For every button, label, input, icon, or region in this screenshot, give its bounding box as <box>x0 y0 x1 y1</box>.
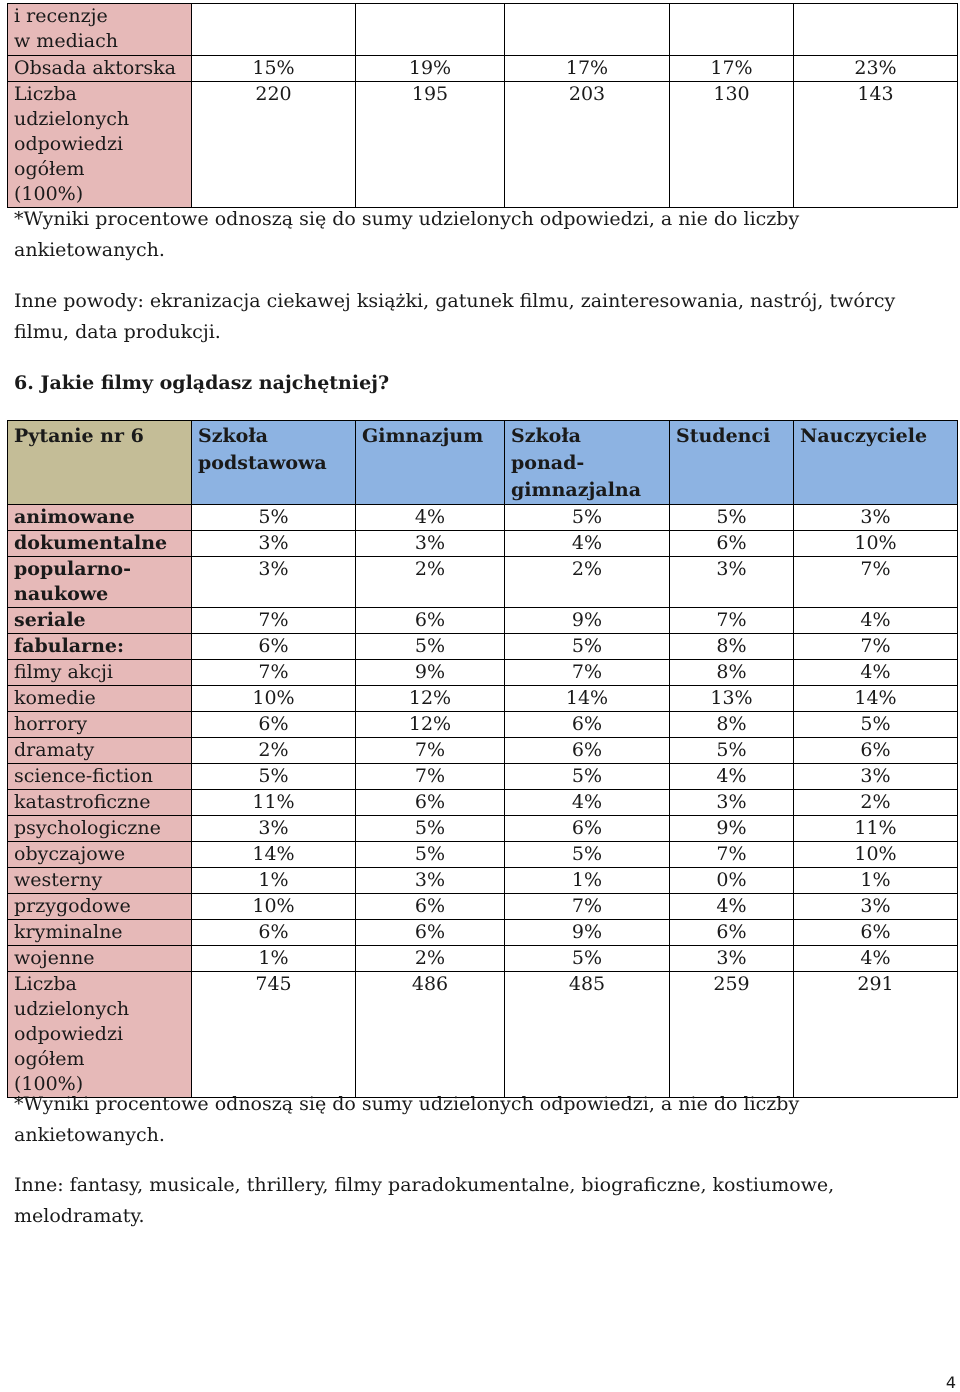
value-cell: 7% <box>505 660 670 686</box>
value-cell: 14% <box>794 686 958 712</box>
value-cell: 1% <box>192 946 356 972</box>
value-cell: 6% <box>192 634 356 660</box>
table-row <box>8 531 958 557</box>
table-row <box>8 686 958 712</box>
value-cell: 8% <box>670 712 794 738</box>
value-cell: 7% <box>356 738 505 764</box>
value-cell: 4% <box>670 894 794 920</box>
row-label: Liczba udzielonych odpowiedzi ogółem (100%) <box>8 972 192 1098</box>
value-cell: 11% <box>794 816 958 842</box>
value-cell: 5% <box>505 505 670 531</box>
table-row <box>8 972 958 1098</box>
value-cell: 13% <box>670 686 794 712</box>
value-cell: 17% <box>505 56 670 82</box>
value-cell: 4% <box>670 764 794 790</box>
value-cell: 5% <box>192 764 356 790</box>
value-cell: 5% <box>794 712 958 738</box>
table-row <box>8 608 958 634</box>
value-cell: 4% <box>505 531 670 557</box>
value-cell: 7% <box>794 557 958 608</box>
value-cell: 5% <box>670 505 794 531</box>
value-cell: 5% <box>192 505 356 531</box>
column-header: Szkoła podstawowa <box>192 421 356 505</box>
value-cell: 4% <box>356 505 505 531</box>
value-cell: 9% <box>505 608 670 634</box>
value-cell: 14% <box>505 686 670 712</box>
top-table <box>7 3 958 208</box>
footnote-1: *Wyniki procentowe odnoszą się do sumy udzielonych odpowiedzi, a nie do liczby ankietowanych. <box>14 208 800 261</box>
value-cell: 23% <box>794 56 958 82</box>
table-row <box>8 894 958 920</box>
value-cell: 6% <box>670 920 794 946</box>
row-label: dramaty <box>8 738 192 764</box>
value-cell: 6% <box>505 816 670 842</box>
value-cell: 485 <box>505 972 670 1098</box>
value-cell: 3% <box>794 505 958 531</box>
value-cell: 5% <box>505 764 670 790</box>
table-row <box>8 557 958 608</box>
value-cell: 9% <box>670 816 794 842</box>
value-cell: 195 <box>356 82 505 208</box>
value-cell: 7% <box>505 894 670 920</box>
table-row <box>8 816 958 842</box>
value-cell: 130 <box>670 82 794 208</box>
value-cell: 5% <box>356 634 505 660</box>
value-cell: 3% <box>794 894 958 920</box>
table-row <box>8 4 958 56</box>
value-cell: 3% <box>192 531 356 557</box>
value-cell: 291 <box>794 972 958 1098</box>
value-cell: 3% <box>192 557 356 608</box>
other-genres-note: Inne: fantasy, musicale, thrillery, filmy paradokumentalne, biograficzne, kostiumowe, melodramaty. <box>14 1174 835 1227</box>
row-label: animowane <box>8 505 192 531</box>
table-row <box>8 738 958 764</box>
value-cell: 745 <box>192 972 356 1098</box>
row-label: fabularne: <box>8 634 192 660</box>
column-header: Nauczyciele <box>794 421 958 505</box>
value-cell: 12% <box>356 712 505 738</box>
row-label: popularno- naukowe <box>8 557 192 608</box>
value-cell: 14% <box>192 842 356 868</box>
value-cell: 7% <box>670 608 794 634</box>
table-row <box>8 790 958 816</box>
value-cell: 5% <box>505 634 670 660</box>
value-cell: 3% <box>356 868 505 894</box>
page-number: 4 <box>945 1373 956 1392</box>
value-cell: 203 <box>505 82 670 208</box>
column-header: Szkoła ponad- gimnazjalna <box>505 421 670 505</box>
row-label: psychologiczne <box>8 816 192 842</box>
value-cell: 3% <box>192 816 356 842</box>
value-cell: 2% <box>356 557 505 608</box>
value-cell: 6% <box>356 608 505 634</box>
table-row <box>8 712 958 738</box>
value-cell: 10% <box>192 894 356 920</box>
value-cell: 3% <box>356 531 505 557</box>
row-label: kryminalne <box>8 920 192 946</box>
value-cell: 7% <box>670 842 794 868</box>
value-cell: 486 <box>356 972 505 1098</box>
value-cell: 0% <box>670 868 794 894</box>
value-cell: 5% <box>356 816 505 842</box>
value-cell: 2% <box>505 557 670 608</box>
value-cell: 2% <box>794 790 958 816</box>
row-label: katastroficzne <box>8 790 192 816</box>
genres-table <box>7 420 958 1098</box>
column-header: Gimnazjum <box>356 421 505 505</box>
value-cell: 1% <box>794 868 958 894</box>
value-cell: 6% <box>356 920 505 946</box>
table-row <box>8 868 958 894</box>
table-row <box>8 505 958 531</box>
value-cell: 7% <box>356 764 505 790</box>
value-cell: 9% <box>356 660 505 686</box>
value-cell: 12% <box>356 686 505 712</box>
row-label: seriale <box>8 608 192 634</box>
value-cell <box>505 4 670 56</box>
value-cell: 3% <box>670 946 794 972</box>
value-cell: 7% <box>192 608 356 634</box>
value-cell: 11% <box>192 790 356 816</box>
value-cell: 6% <box>505 738 670 764</box>
value-cell: 3% <box>670 557 794 608</box>
table-row <box>8 660 958 686</box>
value-cell <box>356 4 505 56</box>
value-cell: 19% <box>356 56 505 82</box>
value-cell: 6% <box>505 712 670 738</box>
value-cell: 8% <box>670 660 794 686</box>
value-cell: 6% <box>192 920 356 946</box>
table-row <box>8 56 958 82</box>
value-cell: 5% <box>356 842 505 868</box>
value-cell: 2% <box>356 946 505 972</box>
table-row <box>8 946 958 972</box>
value-cell: 5% <box>505 842 670 868</box>
row-label: wojenne <box>8 946 192 972</box>
value-cell: 143 <box>794 82 958 208</box>
footnote-2: *Wyniki procentowe odnoszą się do sumy udzielonych odpowiedzi, a nie do liczby ankietowanych. <box>14 1093 800 1146</box>
table-row <box>8 634 958 660</box>
row-label: Liczba udzielonych odpowiedzi ogółem (100%) <box>8 82 192 208</box>
value-cell: 3% <box>670 790 794 816</box>
table-row <box>8 920 958 946</box>
value-cell: 1% <box>505 868 670 894</box>
row-label: dokumentalne <box>8 531 192 557</box>
value-cell: 9% <box>505 920 670 946</box>
value-cell: 10% <box>794 842 958 868</box>
row-label: westerny <box>8 868 192 894</box>
value-cell: 1% <box>192 868 356 894</box>
value-cell: 4% <box>794 608 958 634</box>
value-cell: 6% <box>794 738 958 764</box>
value-cell: 6% <box>192 712 356 738</box>
value-cell: 259 <box>670 972 794 1098</box>
value-cell: 6% <box>794 920 958 946</box>
question-title: 6. Jakie filmy oglądasz najchętniej? <box>14 372 390 394</box>
row-label: komedie <box>8 686 192 712</box>
value-cell: 10% <box>192 686 356 712</box>
table-row <box>8 842 958 868</box>
value-cell: 15% <box>192 56 356 82</box>
value-cell: 8% <box>670 634 794 660</box>
row-label: obyczajowe <box>8 842 192 868</box>
value-cell: 10% <box>794 531 958 557</box>
value-cell: 220 <box>192 82 356 208</box>
header-row <box>8 421 958 505</box>
row-label: horrory <box>8 712 192 738</box>
value-cell: 4% <box>794 660 958 686</box>
value-cell: 5% <box>505 946 670 972</box>
value-cell: 4% <box>505 790 670 816</box>
table-row <box>8 764 958 790</box>
row-label: przygodowe <box>8 894 192 920</box>
value-cell: 2% <box>192 738 356 764</box>
row-label: Obsada aktorska <box>8 56 192 82</box>
table-row <box>8 82 958 208</box>
value-cell: 7% <box>192 660 356 686</box>
row-label: i recenzje w mediach <box>8 4 192 56</box>
value-cell: 3% <box>794 764 958 790</box>
value-cell: 6% <box>356 790 505 816</box>
value-cell <box>192 4 356 56</box>
value-cell: 7% <box>794 634 958 660</box>
value-cell <box>670 4 794 56</box>
column-header: Studenci <box>670 421 794 505</box>
row-label: science-fiction <box>8 764 192 790</box>
value-cell: 4% <box>794 946 958 972</box>
row-label: filmy akcji <box>8 660 192 686</box>
column-header: Pytanie nr 6 <box>8 421 192 505</box>
value-cell: 6% <box>670 531 794 557</box>
value-cell: 6% <box>356 894 505 920</box>
value-cell <box>794 4 958 56</box>
value-cell: 5% <box>670 738 794 764</box>
value-cell: 17% <box>670 56 794 82</box>
other-reasons-note: Inne powody: ekranizacja ciekawej książki, gatunek filmu, zainteresowania, nastrój, twórcy filmu, data produkcji. <box>14 290 896 343</box>
